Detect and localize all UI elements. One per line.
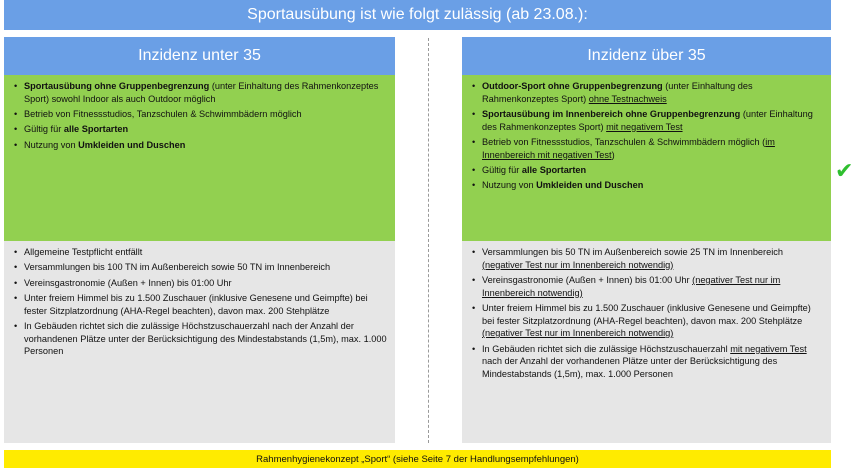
left-grey-list [12, 246, 387, 358]
item-bold-text: Sportausübung ohne Gruppenbegrenzung [24, 81, 210, 91]
item-text: nach der Anzahl der vorhandenen Plätze unter der Berücksichtigung des Mindestabstands (1,5m), max. 1.000 Personen [482, 356, 778, 379]
list-item [470, 343, 823, 381]
item-text: In Gebäuden richtet sich die zulässige Höchstzuschauerzahl [482, 343, 731, 354]
column-divider [428, 38, 429, 443]
list-item [12, 139, 387, 152]
list-item [470, 302, 823, 340]
list-item [470, 179, 823, 192]
item-bold-text: Sportausübung im Innenbereich ohne Gruppenbegrenzung [482, 108, 741, 119]
column-title-right: Inzidenz über 35 [587, 47, 706, 64]
list-item [470, 136, 823, 161]
list-item: • Versammlungen bis 100 TN im Außenbereich sowie 50 TN im Innenbereich [12, 261, 387, 274]
item-text: ) [611, 149, 615, 160]
list-item [12, 123, 387, 136]
item-underlined-text: (negativer Test nur im Innenbereich notwendig) [482, 259, 674, 270]
item-underlined-text: mit negativem Test [606, 121, 683, 132]
item-text: Nutzung von [482, 180, 537, 191]
item-text: Unter freiem Himmel bis zu 1.500 Zuschauer (inklusive Genesene und Geimpfte) bei fester Sitzplatzordnung (AHA-Regel beachten), davon max. 200 Stehplätze [482, 302, 811, 326]
list-item: • Allgemeine Testpflicht entfällt [12, 246, 387, 259]
item-bold-text: alle Sportarten [63, 124, 129, 135]
right-grey-panel [462, 241, 831, 443]
list-item [12, 80, 387, 105]
item-underlined-text: ohne Testnachweis [588, 93, 667, 104]
page-title: Sportausübung ist wie folgt zulässig (ab 23.08.): [247, 6, 588, 23]
left-green-list [12, 80, 387, 151]
item-text: Vereinsgastronomie (Außen + Innen) bis 01:00 Uhr [482, 274, 693, 285]
left-green-panel [4, 75, 395, 241]
checkmark-icon: ✔ [835, 158, 854, 183]
list-item [470, 246, 823, 271]
column-header-left [4, 37, 395, 75]
list-item [470, 108, 823, 133]
column-header-right [462, 37, 831, 75]
item-bold-text: Outdoor-Sport ohne Gruppenbegrenzung [482, 81, 663, 91]
item-bold-text: Umkleiden und Duschen [536, 180, 644, 191]
item-underlined-text: im Innenbereich mit negativen Test [482, 136, 775, 160]
list-item [470, 274, 823, 299]
item-underlined-text: (negativer Test nur im Innenbereich notwendig) [482, 274, 781, 298]
item-text: Gültig für [24, 124, 64, 135]
right-green-panel [462, 75, 831, 241]
left-grey-panel [4, 241, 395, 443]
item-bold-text: Umkleiden und Duschen [78, 139, 186, 150]
item-text: Betrieb von Fitnessstudios, Tanzschulen & Schwimmbädern möglich ( [482, 136, 766, 147]
list-item: • In Gebäuden richtet sich die zulässige Höchstzuschauerzahl nach der Anzahl der vorhandenen Plätze unter der Berücksichtigung des Mindestabstands (1,5m), max. 1.000 Personen [12, 320, 387, 358]
footer-bar [4, 450, 831, 468]
right-green-list [470, 80, 823, 192]
item-text: Gültig für [482, 164, 522, 175]
right-grey-list [470, 246, 823, 380]
list-item: • Unter freiem Himmel bis zu 1.500 Zuschauer (inklusive Genesene und Geimpfte) bei fester Sitzplatzordnung (AHA-Regel beachten), davon max. 200 Stehplätze [12, 292, 387, 317]
item-text: Versammlungen bis 50 TN im Außenbereich sowie 25 TN im Innenbereich [482, 247, 783, 257]
item-underlined-text: mit negativem Test [730, 343, 807, 354]
list-item [470, 80, 823, 105]
item-text: Betrieb von Fitnessstudios, Tanzschulen & Schwimmbädern möglich [24, 108, 302, 119]
item-bold-text: alle Sportarten [521, 164, 587, 175]
item-text: Nutzung von [24, 139, 79, 150]
item-text: (unter Einhaltung des Rahmenkonzeptes Sport) [482, 108, 813, 132]
list-item [470, 164, 823, 177]
item-underlined-text: (negativer Test nur im Innenbereich notwendig) [482, 328, 674, 339]
item-text: (unter Einhaltung des Rahmenkonzeptes Sport) sowohl Indoor als auch Outdoor möglich [24, 81, 379, 104]
item-text: (unter Einhaltung des Rahmenkonzeptes Sport) [482, 81, 753, 104]
list-item: • Vereinsgastronomie (Außen + Innen) bis 01:00 Uhr [12, 277, 387, 290]
column-title-left: Inzidenz unter 35 [138, 47, 261, 64]
footer-text: Rahmenhygienekonzept „Sport“ (siehe Seite 7 der Handlungsempfehlungen) [256, 453, 579, 465]
list-item [12, 108, 387, 121]
page-title-banner [4, 0, 831, 30]
